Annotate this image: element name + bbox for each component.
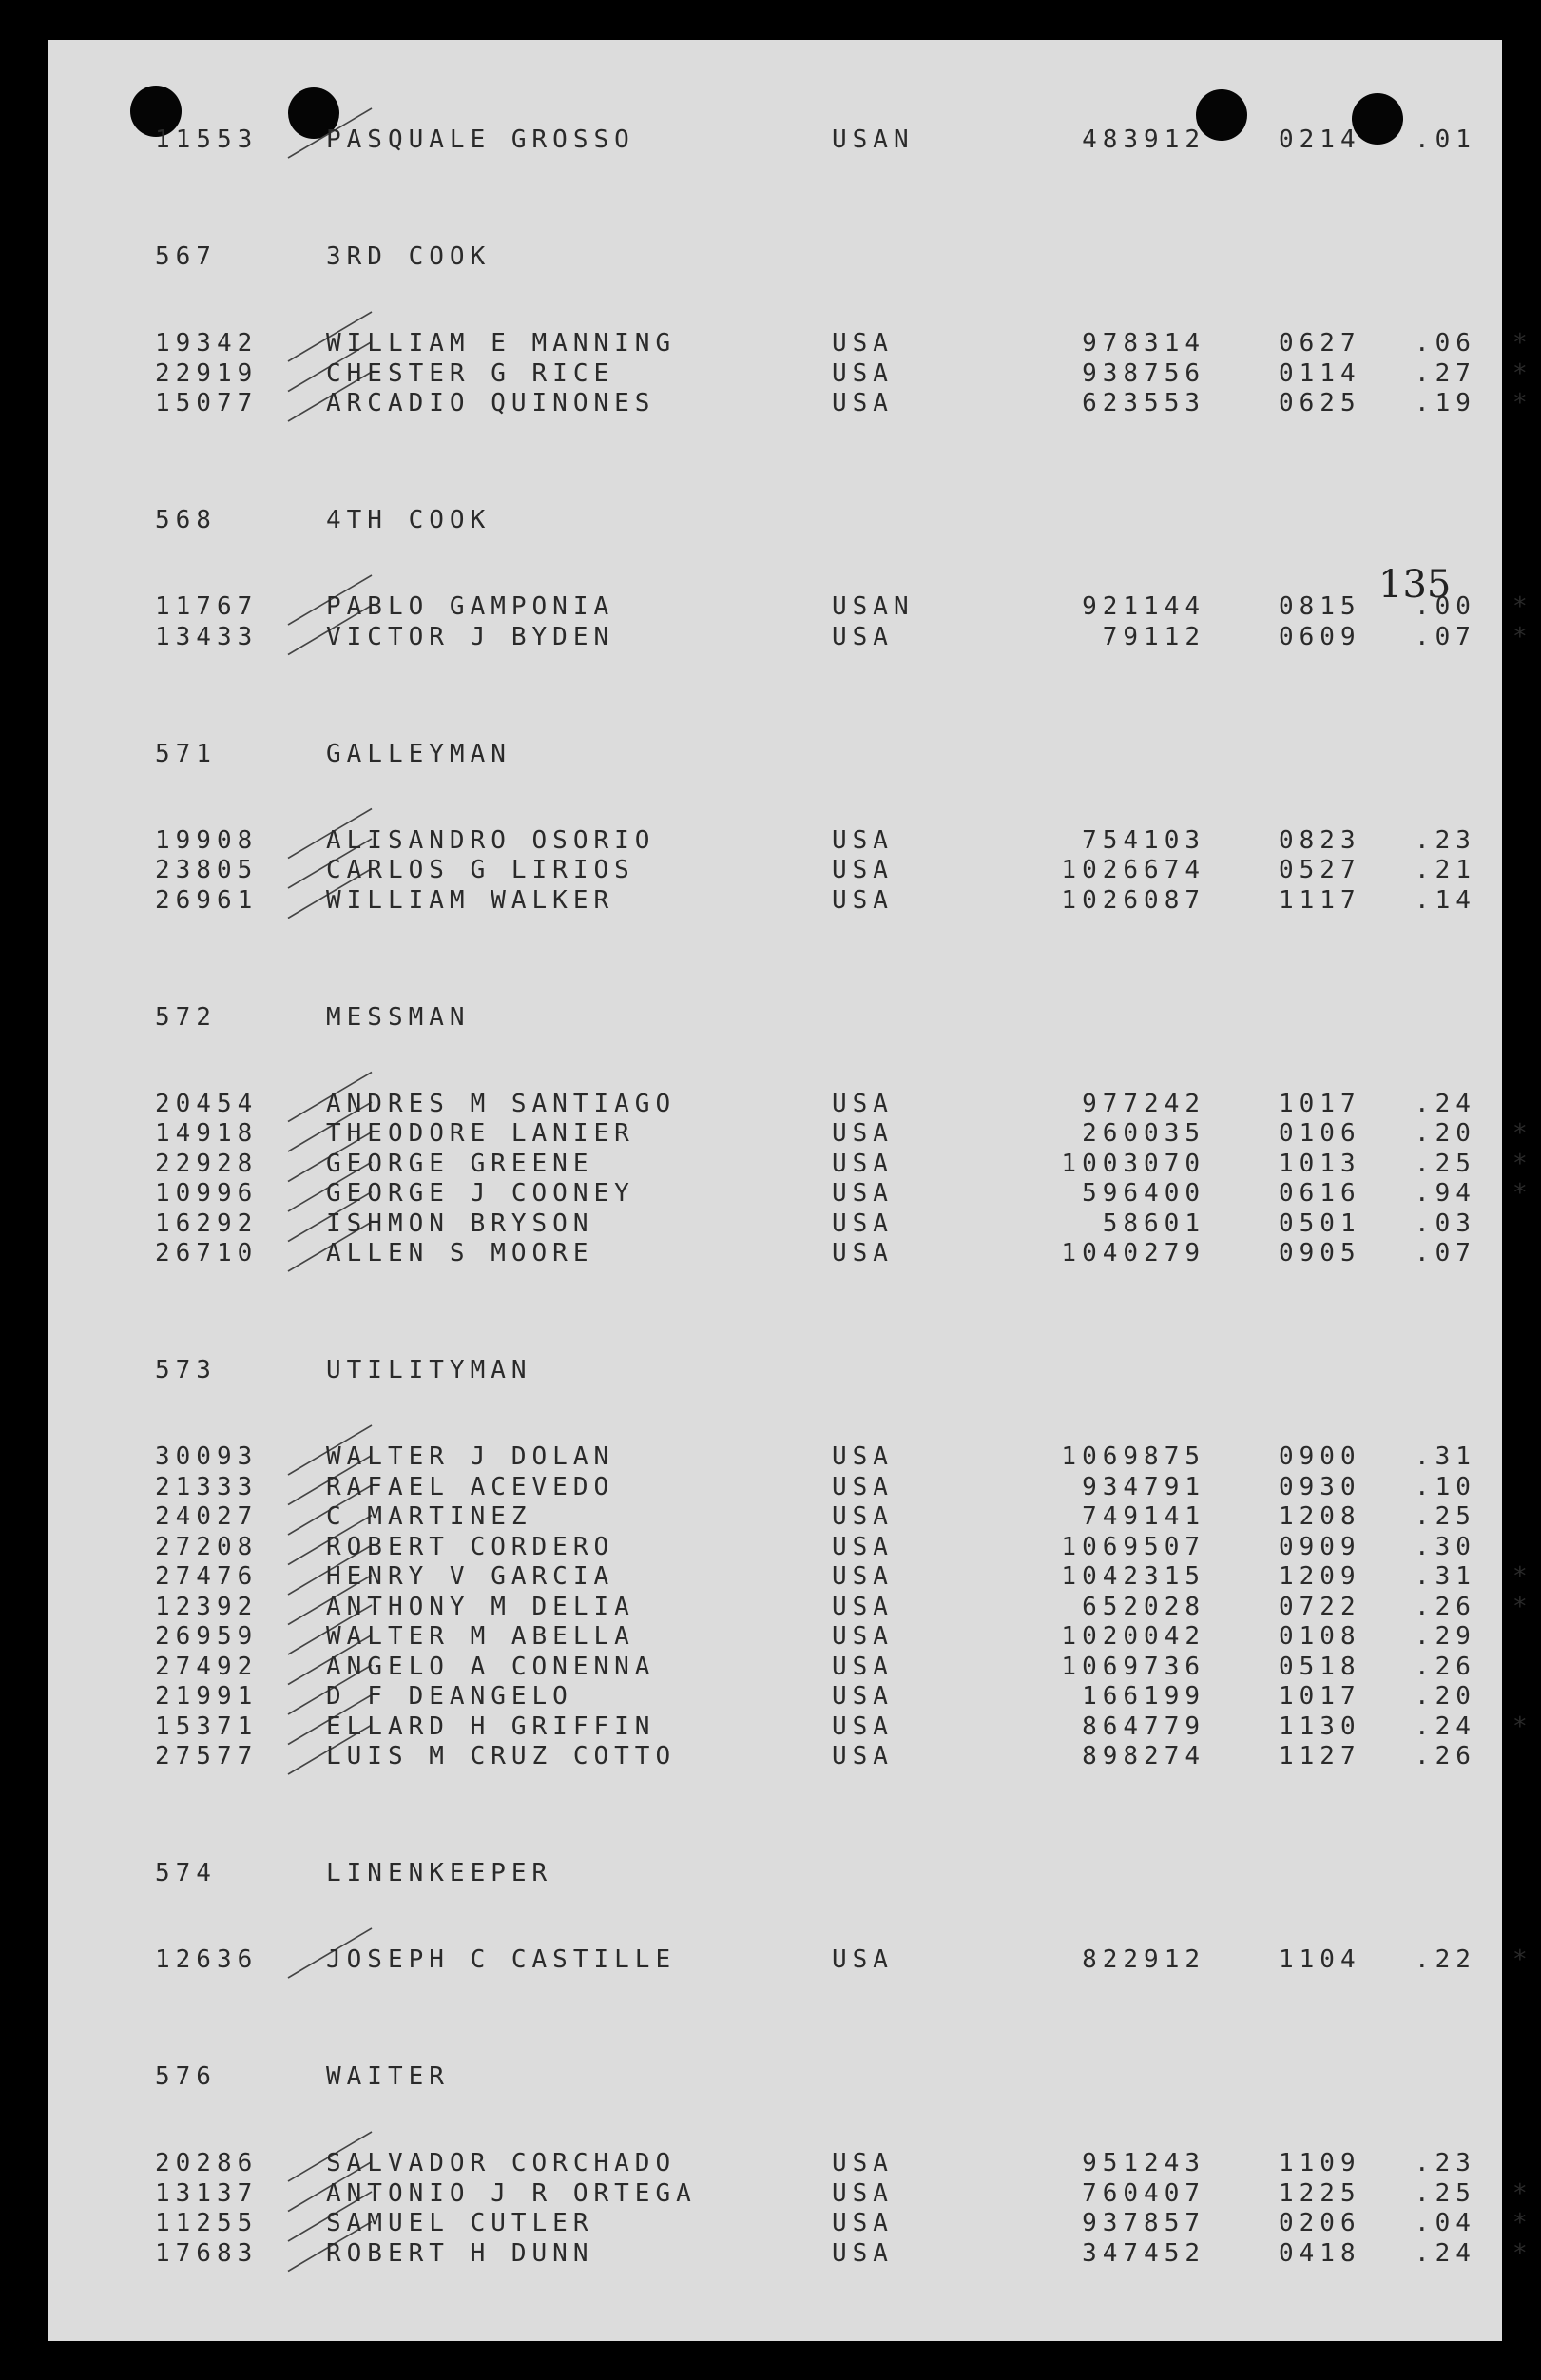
crew-id: 10996: [155, 1179, 259, 1208]
crew-id: 22919: [155, 358, 259, 388]
crew-id: 26961: [155, 885, 259, 915]
value: .24: [1415, 1712, 1476, 1741]
date-code: 1130: [1279, 1712, 1361, 1741]
value: .07: [1415, 1239, 1476, 1267]
crew-name: CHESTER G RICE: [326, 358, 615, 388]
crew-name: ARCADIO QUINONES: [326, 389, 656, 417]
nationality: USA: [832, 622, 894, 651]
value: .03: [1415, 1209, 1476, 1238]
section-code: 573: [155, 1356, 217, 1384]
document-number: 937857: [1082, 2209, 1205, 2237]
crew-id: 23805: [155, 856, 259, 884]
crew-name: ANTHONY M DELIA: [326, 1592, 635, 1621]
value: .25: [1415, 1149, 1476, 1178]
nationality: USA: [832, 1209, 894, 1238]
value: .01: [1415, 126, 1476, 154]
nationality: USA: [832, 1945, 894, 1974]
crew-id: 12392: [155, 1592, 259, 1621]
date-code: 0815: [1279, 592, 1361, 621]
crew-id: 17683: [155, 2238, 259, 2268]
crew-name: ANTONIO J R ORTEGA: [326, 2178, 697, 2208]
value: .31: [1415, 1562, 1476, 1591]
asterisk-mark: *: [1512, 2238, 1533, 2268]
crew-name: HENRY V GARCIA: [326, 1562, 615, 1591]
crew-name: GEORGE GREENE: [326, 1149, 594, 1178]
crew-name: ALISANDRO OSORIO: [326, 825, 656, 855]
crew-name: THEODORE LANIER: [326, 1119, 635, 1148]
crew-name: PASQUALE GROSSO: [326, 126, 635, 154]
document-number: 760407: [1082, 2178, 1205, 2208]
crew-id: 15077: [155, 389, 259, 417]
value: .94: [1415, 1179, 1476, 1208]
crew-id: 21991: [155, 1682, 259, 1711]
crew-id: 26959: [155, 1622, 259, 1651]
nationality: USA: [832, 1502, 894, 1531]
nationality: USA: [832, 2149, 894, 2177]
section-title: 4TH COOK: [326, 506, 491, 534]
document-number: 1026674: [1061, 856, 1205, 884]
document-number: 79112: [1102, 622, 1205, 651]
nationality: USA: [832, 1562, 894, 1591]
document-number: 1020042: [1061, 1622, 1205, 1651]
document-number: 951243: [1082, 2149, 1205, 2177]
document-number: 1026087: [1061, 885, 1205, 915]
section-title: UTILITYMAN: [326, 1356, 532, 1384]
crew-name: WILLIAM WALKER: [326, 885, 615, 915]
date-code: 0909: [1279, 1532, 1361, 1561]
crew-list: [155, 40, 1533, 2341]
date-code: 1127: [1279, 1742, 1361, 1770]
document-number: 754103: [1082, 825, 1205, 855]
date-code: 0106: [1279, 1119, 1361, 1148]
crew-name: ROBERT CORDERO: [326, 1532, 615, 1561]
crew-id: 11553: [155, 126, 259, 154]
document-number: 58601: [1102, 1209, 1205, 1238]
crew-id: 22928: [155, 1149, 259, 1178]
crew-name: D F DEANGELO: [326, 1682, 573, 1711]
document-number: 652028: [1082, 1592, 1205, 1621]
crew-id: 19908: [155, 825, 259, 855]
date-code: 1017: [1279, 1682, 1361, 1711]
nationality: USA: [832, 1532, 894, 1561]
crew-name: ELLARD H GRIFFIN: [326, 1712, 656, 1741]
nationality: USA: [832, 1239, 894, 1267]
crew-id: 13433: [155, 622, 259, 651]
document-number: 978314: [1082, 329, 1205, 358]
nationality: USA: [832, 2178, 894, 2208]
value: .06: [1415, 329, 1476, 358]
crew-id: 15371: [155, 1712, 259, 1741]
crew-name: WALTER J DOLAN: [326, 1442, 615, 1471]
nationality: USA: [832, 2238, 894, 2268]
date-code: 0501: [1279, 1209, 1361, 1238]
document-number: 822912: [1082, 1945, 1205, 1974]
document-number: 938756: [1082, 358, 1205, 388]
nationality: USA: [832, 1652, 894, 1681]
page-number: 135: [1378, 563, 1452, 607]
crew-id: 27577: [155, 1742, 259, 1770]
date-code: 1117: [1279, 885, 1361, 915]
crew-id: 30093: [155, 1442, 259, 1471]
date-code: 1225: [1279, 2178, 1361, 2208]
document-number: 977242: [1082, 1089, 1205, 1118]
crew-id: 26710: [155, 1239, 259, 1267]
date-code: 0627: [1279, 329, 1361, 358]
asterisk-mark: *: [1512, 1179, 1533, 1208]
date-code: 1109: [1279, 2149, 1361, 2177]
crew-id: 11767: [155, 592, 259, 621]
value: .29: [1415, 1622, 1476, 1651]
asterisk-mark: *: [1512, 592, 1533, 621]
value: .30: [1415, 1532, 1476, 1561]
value: .04: [1415, 2209, 1476, 2237]
crew-id: 24027: [155, 1502, 259, 1531]
crew-id: 27476: [155, 1562, 259, 1591]
date-code: 0527: [1279, 856, 1361, 884]
date-code: 1209: [1279, 1562, 1361, 1591]
section-code: 572: [155, 1002, 217, 1032]
section-code: 574: [155, 1859, 217, 1887]
date-code: 0518: [1279, 1652, 1361, 1681]
date-code: 0930: [1279, 1472, 1361, 1501]
crew-name: VICTOR J BYDEN: [326, 622, 615, 651]
asterisk-mark: *: [1512, 1149, 1533, 1178]
crew-name: SALVADOR CORCHADO: [326, 2149, 677, 2177]
nationality: USAN: [832, 592, 915, 621]
crew-name: RAFAEL ACEVEDO: [326, 1472, 615, 1501]
document-number: 1040279: [1061, 1239, 1205, 1267]
date-code: 1208: [1279, 1502, 1361, 1531]
value: .10: [1415, 1472, 1476, 1501]
nationality: USA: [832, 1119, 894, 1148]
value: .26: [1415, 1652, 1476, 1681]
nationality: USA: [832, 1472, 894, 1501]
crew-id: 13137: [155, 2178, 259, 2208]
value: .00: [1415, 592, 1476, 621]
value: .25: [1415, 1502, 1476, 1531]
crew-name: GEORGE J COONEY: [326, 1179, 635, 1208]
document-number: 260035: [1082, 1119, 1205, 1148]
date-code: 0206: [1279, 2209, 1361, 2237]
nationality: USA: [832, 1089, 894, 1118]
date-code: 0625: [1279, 389, 1361, 417]
value: .19: [1415, 389, 1476, 417]
document-number: 1042315: [1061, 1562, 1205, 1591]
crew-name: ALLEN S MOORE: [326, 1239, 594, 1267]
nationality: USA: [832, 1442, 894, 1471]
document-number: 483912: [1082, 126, 1205, 154]
document-number: 623553: [1082, 389, 1205, 417]
value: .27: [1415, 358, 1476, 388]
document-number: 347452: [1082, 2238, 1205, 2268]
crew-name: PABLO GAMPONIA: [326, 592, 615, 621]
asterisk-mark: *: [1512, 1119, 1533, 1148]
section-code: 576: [155, 2062, 217, 2091]
crew-name: ANDRES M SANTIAGO: [326, 1089, 677, 1118]
crew-id: 12636: [155, 1945, 259, 1974]
date-code: 0900: [1279, 1442, 1361, 1471]
crew-name: LUIS M CRUZ COTTO: [326, 1742, 677, 1770]
crew-name: WALTER M ABELLA: [326, 1622, 635, 1651]
asterisk-mark: *: [1512, 1712, 1533, 1741]
crew-name: SAMUEL CUTLER: [326, 2209, 594, 2237]
document-number: 898274: [1082, 1742, 1205, 1770]
crew-name: WILLIAM E MANNING: [326, 329, 677, 358]
crew-id: 27208: [155, 1532, 259, 1561]
document-number: 1069736: [1061, 1652, 1205, 1681]
nationality: USA: [832, 856, 894, 884]
nationality: USA: [832, 1742, 894, 1770]
value: .14: [1415, 885, 1476, 915]
date-code: 1104: [1279, 1945, 1361, 1974]
crew-id: 19342: [155, 329, 259, 358]
date-code: 0823: [1279, 825, 1361, 855]
value: .24: [1415, 2238, 1476, 2268]
section-code: 567: [155, 242, 217, 271]
asterisk-mark: *: [1512, 329, 1533, 358]
nationality: USA: [832, 329, 894, 358]
asterisk-mark: *: [1512, 389, 1533, 417]
date-code: 0214: [1279, 126, 1361, 154]
document-number: 166199: [1082, 1682, 1205, 1711]
value: .26: [1415, 1592, 1476, 1621]
document-number: 749141: [1082, 1502, 1205, 1531]
crew-id: 20286: [155, 2149, 259, 2177]
value: .22: [1415, 1945, 1476, 1974]
section-title: GALLEYMAN: [326, 739, 511, 768]
date-code: 0905: [1279, 1239, 1361, 1267]
value: .23: [1415, 2149, 1476, 2177]
nationality: USA: [832, 1712, 894, 1741]
asterisk-mark: *: [1512, 2178, 1533, 2208]
document-number: 1069875: [1061, 1442, 1205, 1471]
nationality: USA: [832, 1149, 894, 1178]
date-code: 0108: [1279, 1622, 1361, 1651]
crew-id: 16292: [155, 1209, 259, 1238]
nationality: USA: [832, 1592, 894, 1621]
date-code: 0616: [1279, 1179, 1361, 1208]
date-code: 1013: [1279, 1149, 1361, 1178]
document-number: 921144: [1082, 592, 1205, 621]
nationality: USA: [832, 885, 894, 915]
crew-name: JOSEPH C CASTILLE: [326, 1945, 677, 1974]
date-code: 1017: [1279, 1089, 1361, 1118]
date-code: 0114: [1279, 358, 1361, 388]
crew-id: 11255: [155, 2209, 259, 2237]
crew-id: 21333: [155, 1472, 259, 1501]
nationality: USA: [832, 1682, 894, 1711]
section-code: 568: [155, 506, 217, 534]
crew-name: CARLOS G LIRIOS: [326, 856, 635, 884]
section-title: 3RD COOK: [326, 242, 491, 271]
section-code: 571: [155, 739, 217, 768]
asterisk-mark: *: [1512, 358, 1533, 388]
crew-name: C MARTINEZ: [326, 1502, 532, 1531]
nationality: USA: [832, 1622, 894, 1651]
nationality: USAN: [832, 126, 915, 154]
document-number: 1069507: [1061, 1532, 1205, 1561]
asterisk-mark: *: [1512, 2209, 1533, 2237]
crew-name: ANGELO A CONENNA: [326, 1652, 656, 1681]
asterisk-mark: *: [1512, 622, 1533, 651]
nationality: USA: [832, 2209, 894, 2237]
date-code: 0722: [1279, 1592, 1361, 1621]
document-page: [48, 40, 1533, 2341]
value: .20: [1415, 1682, 1476, 1711]
section-title: LINENKEEPER: [326, 1859, 553, 1887]
section-title: MESSMAN: [326, 1002, 471, 1032]
crew-name: ISHMON BRYSON: [326, 1209, 594, 1238]
crew-id: 14918: [155, 1119, 259, 1148]
asterisk-mark: *: [1512, 1945, 1533, 1974]
asterisk-mark: *: [1512, 1562, 1533, 1591]
value: .25: [1415, 2178, 1476, 2208]
value: .20: [1415, 1119, 1476, 1148]
date-code: 0418: [1279, 2238, 1361, 2268]
value: .31: [1415, 1442, 1476, 1471]
crew-name: ROBERT H DUNN: [326, 2238, 594, 2268]
crew-id: 20454: [155, 1089, 259, 1118]
nationality: USA: [832, 825, 894, 855]
nationality: USA: [832, 358, 894, 388]
value: .24: [1415, 1089, 1476, 1118]
date-code: 0609: [1279, 622, 1361, 651]
value: .07: [1415, 622, 1476, 651]
nationality: USA: [832, 1179, 894, 1208]
asterisk-mark: *: [1512, 1592, 1533, 1621]
document-number: 1003070: [1061, 1149, 1205, 1178]
value: .21: [1415, 856, 1476, 884]
document-number: 596400: [1082, 1179, 1205, 1208]
value: .26: [1415, 1742, 1476, 1770]
value: .23: [1415, 825, 1476, 855]
crew-id: 27492: [155, 1652, 259, 1681]
document-number: 864779: [1082, 1712, 1205, 1741]
section-title: WAITER: [326, 2062, 450, 2091]
nationality: USA: [832, 389, 894, 417]
document-number: 934791: [1082, 1472, 1205, 1501]
